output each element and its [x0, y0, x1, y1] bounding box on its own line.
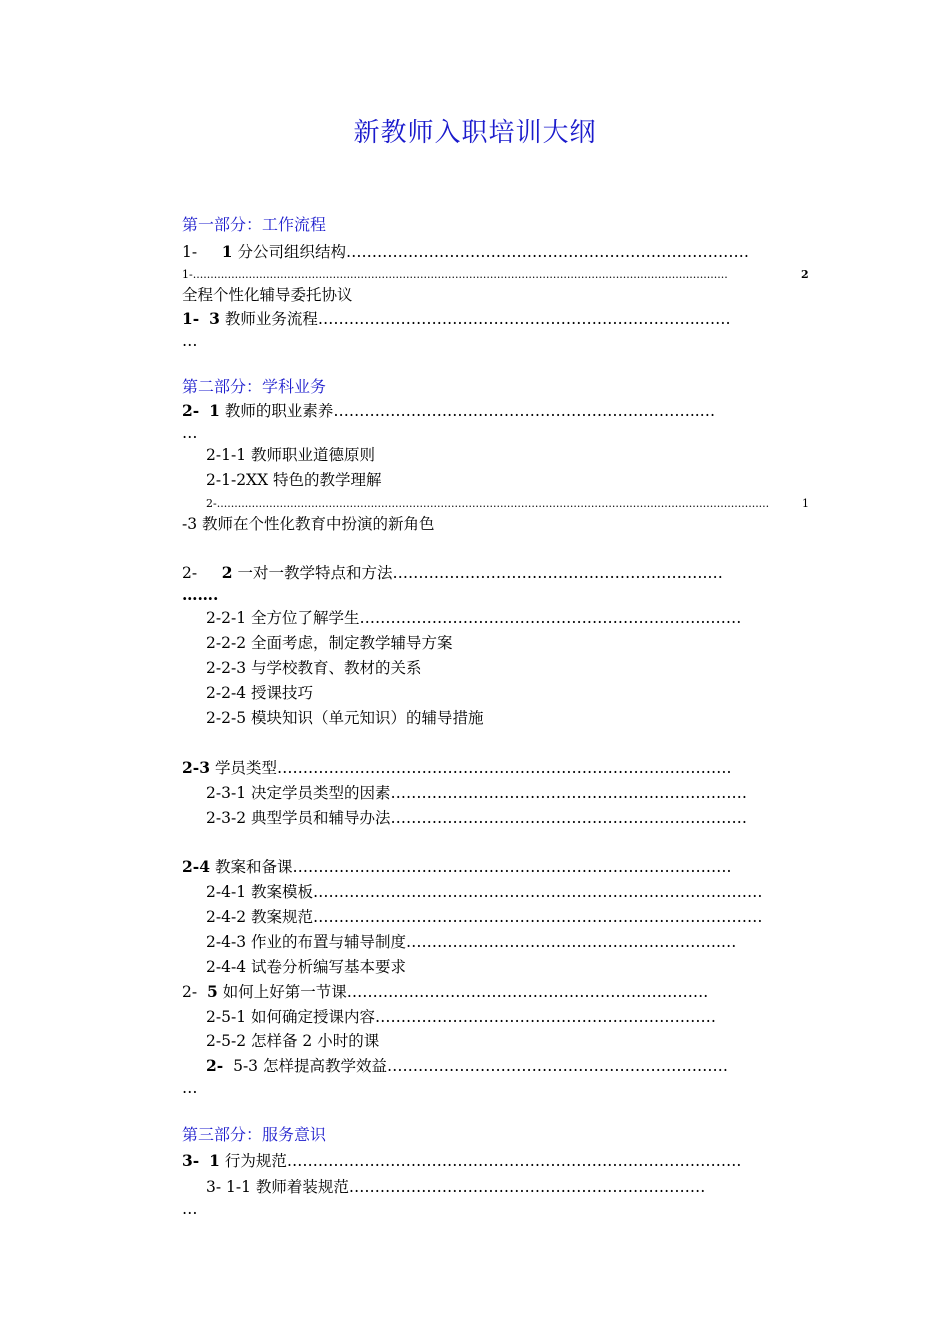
- continuation-dots: …….: [182, 585, 219, 604]
- toc-subentry: 2-4-4 试卷分析编写基本要求: [206, 958, 406, 976]
- continuation-dots: …: [182, 424, 198, 442]
- entry-subnumber: 2: [221, 563, 233, 582]
- entry-number: 2-: [182, 983, 198, 1001]
- toc-subentry: 2-4-2 教案规范……………………………………………………………………………: [206, 908, 763, 926]
- entry-number: 2-: [182, 401, 200, 420]
- toc-subentry: 2-5-2 怎样备 2 小时的课: [206, 1032, 380, 1050]
- toc-entry: [182, 981, 812, 1003]
- toc-subentry: 2-2-4 授课技巧: [206, 684, 313, 702]
- toc-entry: [182, 241, 812, 263]
- toc-entry: [182, 757, 812, 779]
- toc-subentry: 2-2-1 全方位了解学生…………………………………………………………..……: [206, 609, 742, 627]
- toc-subentry-dotted: 2-..............................................................................................................................................................: [206, 497, 770, 510]
- entry-number: 2-4: [182, 857, 211, 876]
- section-heading: 第三部分：服务意识: [182, 1125, 327, 1144]
- toc-entry: [182, 400, 812, 422]
- entry-text: 教案和备课………………………………………………………………………….: [214, 858, 732, 876]
- entry-text: 1-.........................................................................................................................................................: [182, 268, 728, 281]
- entry-subnumber: 1: [209, 401, 220, 420]
- entry-number: 2-3: [182, 758, 211, 777]
- toc-subentry: 2-3-1 决定学员类型的因素……………………………………………………………: [206, 784, 747, 802]
- entry-number: 3-: [182, 1151, 200, 1170]
- toc-subentry: 2-5-1 如何确定授课内容…………………………………………………………: [206, 1008, 716, 1026]
- entry-number: 2-: [206, 1056, 224, 1075]
- toc-entry: -3 教师在个性化教育中扮演的新角色: [182, 515, 435, 533]
- toc-subentry: 3- 1-1 教师着装规范……………………………………………………………: [206, 1178, 706, 1196]
- entry-number: 2-: [182, 564, 198, 582]
- toc-subentry: 2-2-5 模块知识（单元知识）的辅导措施: [206, 709, 484, 727]
- entry-text: 分公司组织结构……………………………………………………………………: [237, 243, 749, 261]
- section-heading: 第一部分：工作流程: [182, 215, 327, 234]
- toc-entry: [182, 308, 812, 330]
- entry-text: 教师业务流程………………………………………………………………..……: [224, 310, 731, 328]
- page-number: 1: [802, 497, 809, 510]
- toc-subentry: 2-1-1 教师职业道德原则: [206, 446, 375, 464]
- toc-subentry: 2-4-1 教案模板……………………………………………………………………………: [206, 883, 763, 901]
- entry-text: 5-3 怎样提高教学效益…………………………………………………………: [233, 1057, 728, 1075]
- entry-number: 1-: [182, 243, 198, 261]
- toc-subentry: [206, 1055, 812, 1077]
- toc-subentry: 2-1-2XX 特色的教学理解: [206, 471, 382, 489]
- toc-entry: [182, 856, 812, 878]
- entry-subnumber: 3: [209, 309, 220, 328]
- entry-number: 1-: [182, 309, 200, 328]
- document-title: 新教师入职培训大纲: [353, 118, 597, 148]
- entry-subnumber: 1: [221, 242, 233, 261]
- entry-text: 学员类型…………………………………………………………………………….: [214, 759, 732, 777]
- toc-entry: 全程个性化辅导委托协议: [182, 286, 353, 304]
- continuation-dots: …: [182, 1200, 198, 1218]
- toc-entry: [182, 1150, 812, 1172]
- toc-subentry: 2-2-2 全面考虑，制定教学辅导方案: [206, 634, 453, 652]
- section-heading: 第二部分：学科业务: [182, 377, 327, 396]
- toc-subentry: 2-4-3 作业的布置与辅导制度…………………………………………………….…: [206, 933, 737, 951]
- continuation-dots: …: [182, 332, 198, 350]
- entry-subnumber: 1: [209, 1151, 220, 1170]
- toc-subentry: 2-2-3 与学校教育、教材的关系: [206, 659, 422, 677]
- entry-text: 行为规范…………………………………………………………………………….: [224, 1152, 742, 1170]
- page-number: 2: [801, 268, 809, 281]
- entry-text: 如何上好第一节课…………………………………………………………….: [222, 983, 709, 1001]
- entry-text: 教师的职业素养……………………………………………………………..…: [224, 402, 716, 420]
- toc-entry-dotted: [182, 268, 790, 282]
- toc-subentry: 2-3-2 典型学员和辅导办法……………………………………………………………: [206, 809, 747, 827]
- entry-subnumber: 5: [206, 982, 218, 1001]
- continuation-dots: …: [182, 1079, 198, 1097]
- toc-entry: [182, 562, 812, 584]
- entry-text: 一对一教学特点和方法…………………………………………………….…: [237, 564, 723, 582]
